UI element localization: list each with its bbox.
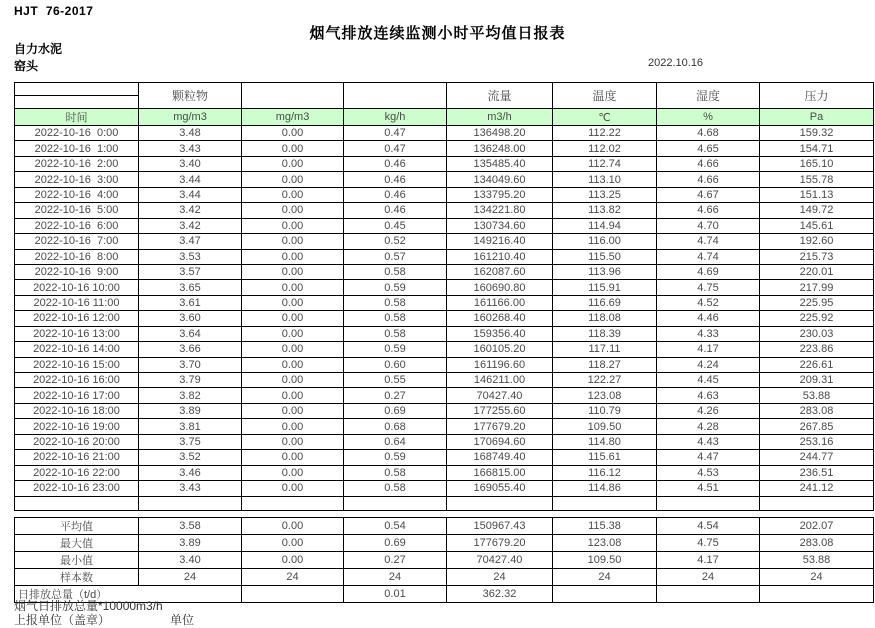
summary-cell: 109.50 bbox=[553, 552, 657, 569]
cell-mgm3-2: 0.00 bbox=[242, 450, 344, 465]
summary-cell: 0.01 bbox=[344, 586, 447, 603]
cell-time: 2022-10-16 22:00 bbox=[15, 465, 139, 480]
cell-temperature: 113.10 bbox=[553, 172, 657, 187]
cell-mgm3-2: 0.00 bbox=[242, 126, 344, 141]
summary-cell: 70427.40 bbox=[447, 552, 553, 569]
summary-cell: 24 bbox=[139, 569, 242, 586]
cell-flow: 168749.40 bbox=[447, 450, 553, 465]
cell-mgm3-2: 0.00 bbox=[242, 295, 344, 310]
cell-humidity: 4.53 bbox=[657, 465, 760, 480]
summary-cell: 0.00 bbox=[242, 518, 344, 535]
cell-pressure: 225.92 bbox=[760, 311, 874, 326]
cell-kgh: 0.58 bbox=[344, 264, 447, 279]
unit-pa: Pa bbox=[760, 109, 874, 126]
cell-time: 2022-10-16 21:00 bbox=[15, 450, 139, 465]
cell-flow: 134221.80 bbox=[447, 203, 553, 218]
cell-time: 2022-10-16 12:00 bbox=[15, 311, 139, 326]
cell-kgh: 0.57 bbox=[344, 249, 447, 264]
cell-flow: 161210.40 bbox=[447, 249, 553, 264]
cell-pressure: 154.71 bbox=[760, 141, 874, 156]
cell-kgh: 0.46 bbox=[344, 172, 447, 187]
table-row bbox=[15, 234, 874, 249]
cell-mgm3-2: 0.00 bbox=[242, 342, 344, 357]
header-particulate: 颗粒物 bbox=[139, 83, 242, 109]
cell-pm-mgm3: 3.65 bbox=[139, 280, 242, 295]
spacer-row bbox=[15, 496, 874, 510]
summary-cell: 202.07 bbox=[760, 518, 874, 535]
table-row bbox=[15, 342, 874, 357]
cell-mgm3-2: 0.00 bbox=[242, 326, 344, 341]
table-row bbox=[15, 156, 874, 171]
cell-kgh: 0.58 bbox=[344, 311, 447, 326]
unit-time: 时间 bbox=[15, 109, 139, 126]
cell-mgm3-2: 0.00 bbox=[242, 264, 344, 279]
cell-time: 2022-10-16 9:00 bbox=[15, 264, 139, 279]
report-date: 2022.10.16 bbox=[648, 57, 704, 69]
footer-note-unit: 单位 bbox=[170, 613, 195, 627]
unit-m3h: m3/h bbox=[447, 109, 553, 126]
table-row bbox=[15, 373, 874, 388]
table-row bbox=[15, 218, 874, 233]
cell-temperature: 110.79 bbox=[553, 403, 657, 418]
cell-pressure: 230.03 bbox=[760, 326, 874, 341]
cell-mgm3-2: 0.00 bbox=[242, 249, 344, 264]
unit-mgm3-2: mg/m3 bbox=[242, 109, 344, 126]
table-row bbox=[15, 141, 874, 156]
cell-pressure: 209.31 bbox=[760, 373, 874, 388]
cell-humidity: 4.17 bbox=[657, 342, 760, 357]
cell-time: 2022-10-16 10:00 bbox=[15, 280, 139, 295]
cell-pressure: 53.88 bbox=[760, 388, 874, 403]
summary-cell bbox=[657, 586, 760, 603]
cell-pm-mgm3: 3.53 bbox=[139, 249, 242, 264]
summary-cell: 24 bbox=[553, 569, 657, 586]
summary-cell: 0.69 bbox=[344, 535, 447, 552]
cell-temperature: 113.96 bbox=[553, 264, 657, 279]
cell-time: 2022-10-16 18:00 bbox=[15, 403, 139, 418]
cell-kgh: 0.58 bbox=[344, 326, 447, 341]
summary-cell: 4.75 bbox=[657, 535, 760, 552]
cell-kgh: 0.55 bbox=[344, 373, 447, 388]
summary-cell: 4.17 bbox=[657, 552, 760, 569]
summary-cell: 283.08 bbox=[760, 535, 874, 552]
cell-pm-mgm3: 3.79 bbox=[139, 373, 242, 388]
header-flow: 流量 bbox=[447, 83, 553, 109]
cell-pressure: 217.99 bbox=[760, 280, 874, 295]
cell-time: 2022-10-16 14:00 bbox=[15, 342, 139, 357]
summary-cell bbox=[242, 586, 344, 603]
cell-flow: 136248.00 bbox=[447, 141, 553, 156]
cell-pressure: 159.32 bbox=[760, 126, 874, 141]
cell-kgh: 0.59 bbox=[344, 280, 447, 295]
table-row bbox=[15, 419, 874, 434]
cell-humidity: 4.52 bbox=[657, 295, 760, 310]
header-temperature: 温度 bbox=[553, 83, 657, 109]
header-humidity: 湿度 bbox=[657, 83, 760, 109]
cell-pm-mgm3: 3.42 bbox=[139, 203, 242, 218]
cell-pm-mgm3: 3.48 bbox=[139, 126, 242, 141]
summary-cell: 24 bbox=[344, 569, 447, 586]
cell-kgh: 0.59 bbox=[344, 450, 447, 465]
cell-flow: 170694.60 bbox=[447, 434, 553, 449]
cell-humidity: 4.68 bbox=[657, 126, 760, 141]
cell-time: 2022-10-16 15:00 bbox=[15, 357, 139, 372]
cell-pm-mgm3: 3.43 bbox=[139, 481, 242, 496]
summary-cell: 0.00 bbox=[242, 535, 344, 552]
cell-mgm3-2: 0.00 bbox=[242, 156, 344, 171]
cell-temperature: 123.08 bbox=[553, 388, 657, 403]
header-blank-col4 bbox=[344, 83, 447, 109]
cell-mgm3-2: 0.00 bbox=[242, 419, 344, 434]
table-row bbox=[15, 280, 874, 295]
cell-flow: 146211.00 bbox=[447, 373, 553, 388]
summary-cell: 4.54 bbox=[657, 518, 760, 535]
cell-pressure: 145.61 bbox=[760, 218, 874, 233]
cell-temperature: 112.02 bbox=[553, 141, 657, 156]
footer-note-total-flow: 烟气日排放总量*10000m3/h bbox=[14, 599, 163, 613]
table-row bbox=[15, 388, 874, 403]
table-row bbox=[15, 172, 874, 187]
cell-pressure: 253.16 bbox=[760, 434, 874, 449]
cell-flow: 162087.60 bbox=[447, 264, 553, 279]
cell-pm-mgm3: 3.47 bbox=[139, 234, 242, 249]
cell-pm-mgm3: 3.44 bbox=[139, 172, 242, 187]
cell-temperature: 115.61 bbox=[553, 450, 657, 465]
group-header-row-top bbox=[15, 83, 874, 96]
table-row bbox=[15, 434, 874, 449]
table-row bbox=[15, 295, 874, 310]
cell-pm-mgm3: 3.82 bbox=[139, 388, 242, 403]
unit-mgm3-1: mg/m3 bbox=[139, 109, 242, 126]
cell-time: 2022-10-16 5:00 bbox=[15, 203, 139, 218]
summary-cell: 177679.20 bbox=[447, 535, 553, 552]
cell-flow: 70427.40 bbox=[447, 388, 553, 403]
cell-time: 2022-10-16 16:00 bbox=[15, 373, 139, 388]
cell-humidity: 4.66 bbox=[657, 156, 760, 171]
cell-pressure: 225.95 bbox=[760, 295, 874, 310]
cell-kgh: 0.47 bbox=[344, 141, 447, 156]
cell-pm-mgm3: 3.75 bbox=[139, 434, 242, 449]
cell-pressure: 155.78 bbox=[760, 172, 874, 187]
table-row bbox=[15, 357, 874, 372]
summary-cell: 115.38 bbox=[553, 518, 657, 535]
cell-mgm3-2: 0.00 bbox=[242, 203, 344, 218]
cell-mgm3-2: 0.00 bbox=[242, 172, 344, 187]
cell-pm-mgm3: 3.89 bbox=[139, 403, 242, 418]
cell-kgh: 0.27 bbox=[344, 388, 447, 403]
cell-humidity: 4.45 bbox=[657, 373, 760, 388]
summary-row bbox=[15, 569, 874, 586]
page-title: 烟气排放连续监测小时平均值日报表 bbox=[309, 25, 566, 42]
cell-kgh: 0.60 bbox=[344, 357, 447, 372]
cell-pm-mgm3: 3.70 bbox=[139, 357, 242, 372]
cell-flow: 160690.80 bbox=[447, 280, 553, 295]
cell-flow: 149216.40 bbox=[447, 234, 553, 249]
summary-cell: 0.27 bbox=[344, 552, 447, 569]
cell-mgm3-2: 0.00 bbox=[242, 311, 344, 326]
cell-mgm3-2: 0.00 bbox=[242, 280, 344, 295]
cell-temperature: 112.74 bbox=[553, 156, 657, 171]
cell-pm-mgm3: 3.81 bbox=[139, 419, 242, 434]
cell-humidity: 4.46 bbox=[657, 311, 760, 326]
cell-humidity: 4.70 bbox=[657, 218, 760, 233]
cell-humidity: 4.24 bbox=[657, 357, 760, 372]
cell-pressure: 151.13 bbox=[760, 187, 874, 202]
cell-time: 2022-10-16 8:00 bbox=[15, 249, 139, 264]
cell-humidity: 4.74 bbox=[657, 249, 760, 264]
summary-cell: 53.88 bbox=[760, 552, 874, 569]
cell-flow: 160105.20 bbox=[447, 342, 553, 357]
cell-flow: 136498.20 bbox=[447, 126, 553, 141]
summary-row bbox=[15, 535, 874, 552]
cell-time: 2022-10-16 17:00 bbox=[15, 388, 139, 403]
summary-cell: 3.58 bbox=[139, 518, 242, 535]
cell-time: 2022-10-16 11:00 bbox=[15, 295, 139, 310]
unit-row bbox=[15, 109, 874, 126]
cell-humidity: 4.26 bbox=[657, 403, 760, 418]
cell-mgm3-2: 0.00 bbox=[242, 434, 344, 449]
header-cell-blank-top bbox=[15, 83, 139, 96]
cell-kgh: 0.46 bbox=[344, 203, 447, 218]
cell-pm-mgm3: 3.64 bbox=[139, 326, 242, 341]
cell-pressure: 220.01 bbox=[760, 264, 874, 279]
cell-temperature: 113.82 bbox=[553, 203, 657, 218]
cell-humidity: 4.43 bbox=[657, 434, 760, 449]
cell-flow: 161166.00 bbox=[447, 295, 553, 310]
cell-humidity: 4.66 bbox=[657, 172, 760, 187]
cell-flow: 161196.60 bbox=[447, 357, 553, 372]
cell-pressure: 165.10 bbox=[760, 156, 874, 171]
cell-pm-mgm3: 3.61 bbox=[139, 295, 242, 310]
cell-pm-mgm3: 3.40 bbox=[139, 156, 242, 171]
cell-time: 2022-10-16 3:00 bbox=[15, 172, 139, 187]
cell-flow: 159356.40 bbox=[447, 326, 553, 341]
cell-mgm3-2: 0.00 bbox=[242, 373, 344, 388]
table-row bbox=[15, 126, 874, 141]
cell-pm-mgm3: 3.60 bbox=[139, 311, 242, 326]
cell-pressure: 283.08 bbox=[760, 403, 874, 418]
cell-time: 2022-10-16 4:00 bbox=[15, 187, 139, 202]
summary-cell: 0.00 bbox=[242, 552, 344, 569]
cell-humidity: 4.74 bbox=[657, 234, 760, 249]
cell-mgm3-2: 0.00 bbox=[242, 403, 344, 418]
summary-cell: 150967.43 bbox=[447, 518, 553, 535]
cell-flow: 166815.00 bbox=[447, 465, 553, 480]
cell-temperature: 117.11 bbox=[553, 342, 657, 357]
cell-time: 2022-10-16 20:00 bbox=[15, 434, 139, 449]
cell-mgm3-2: 0.00 bbox=[242, 187, 344, 202]
cell-temperature: 114.80 bbox=[553, 434, 657, 449]
unit-celsius: ℃ bbox=[553, 109, 657, 126]
table-row bbox=[15, 187, 874, 202]
cell-kgh: 0.52 bbox=[344, 234, 447, 249]
cell-pm-mgm3: 3.43 bbox=[139, 141, 242, 156]
cell-mgm3-2: 0.00 bbox=[242, 357, 344, 372]
cell-humidity: 4.65 bbox=[657, 141, 760, 156]
cell-humidity: 4.67 bbox=[657, 187, 760, 202]
table-row bbox=[15, 311, 874, 326]
summary-cell bbox=[760, 586, 874, 603]
cell-humidity: 4.33 bbox=[657, 326, 760, 341]
cell-kgh: 0.64 bbox=[344, 434, 447, 449]
cell-flow: 130734.60 bbox=[447, 218, 553, 233]
cell-pm-mgm3: 3.57 bbox=[139, 264, 242, 279]
summary-cell bbox=[553, 586, 657, 603]
summary-tbody bbox=[15, 518, 874, 603]
cell-kgh: 0.58 bbox=[344, 481, 447, 496]
cell-kgh: 0.59 bbox=[344, 342, 447, 357]
cell-pressure: 236.51 bbox=[760, 465, 874, 480]
cell-kgh: 0.68 bbox=[344, 419, 447, 434]
cell-time: 2022-10-16 0:00 bbox=[15, 126, 139, 141]
cell-humidity: 4.28 bbox=[657, 419, 760, 434]
cell-pressure: 192.60 bbox=[760, 234, 874, 249]
summary-label: 日排放总量（t/d） bbox=[15, 586, 242, 603]
cell-flow: 134049.60 bbox=[447, 172, 553, 187]
cell-flow: 135485.40 bbox=[447, 156, 553, 171]
cell-pressure: 267.85 bbox=[760, 419, 874, 434]
cell-humidity: 4.66 bbox=[657, 203, 760, 218]
cell-humidity: 4.69 bbox=[657, 264, 760, 279]
cell-pm-mgm3: 3.66 bbox=[139, 342, 242, 357]
unit-kgh: kg/h bbox=[344, 109, 447, 126]
cell-mgm3-2: 0.00 bbox=[242, 218, 344, 233]
summary-cell: 24 bbox=[447, 569, 553, 586]
cell-pressure: 223.86 bbox=[760, 342, 874, 357]
cell-humidity: 4.63 bbox=[657, 388, 760, 403]
cell-kgh: 0.46 bbox=[344, 187, 447, 202]
table-row bbox=[15, 403, 874, 418]
cell-temperature: 116.69 bbox=[553, 295, 657, 310]
summary-cell: 24 bbox=[760, 569, 874, 586]
cell-temperature: 122.27 bbox=[553, 373, 657, 388]
cell-flow: 177679.20 bbox=[447, 419, 553, 434]
table-row bbox=[15, 249, 874, 264]
cell-temperature: 109.50 bbox=[553, 419, 657, 434]
cell-pm-mgm3: 3.52 bbox=[139, 450, 242, 465]
cell-mgm3-2: 0.00 bbox=[242, 388, 344, 403]
summary-cell: 362.32 bbox=[447, 586, 553, 603]
table-row bbox=[15, 264, 874, 279]
cell-temperature: 118.27 bbox=[553, 357, 657, 372]
cell-kgh: 0.69 bbox=[344, 403, 447, 418]
cell-temperature: 118.08 bbox=[553, 311, 657, 326]
summary-label: 最小值 bbox=[15, 552, 139, 569]
cell-kgh: 0.47 bbox=[344, 126, 447, 141]
summary-label: 样本数 bbox=[15, 569, 139, 586]
summary-cell: 123.08 bbox=[553, 535, 657, 552]
cell-time: 2022-10-16 7:00 bbox=[15, 234, 139, 249]
cell-time: 2022-10-16 19:00 bbox=[15, 419, 139, 434]
cell-temperature: 113.25 bbox=[553, 187, 657, 202]
cell-temperature: 114.94 bbox=[553, 218, 657, 233]
cell-temperature: 115.50 bbox=[553, 249, 657, 264]
unit-percent: % bbox=[657, 109, 760, 126]
cell-humidity: 4.51 bbox=[657, 481, 760, 496]
cell-flow: 160268.40 bbox=[447, 311, 553, 326]
summary-table bbox=[14, 517, 874, 603]
summary-label: 平均值 bbox=[15, 518, 139, 535]
company-name: 自力水泥 bbox=[14, 42, 63, 56]
table-row bbox=[15, 450, 874, 465]
cell-flow: 177255.60 bbox=[447, 403, 553, 418]
table-row bbox=[15, 465, 874, 480]
table-row bbox=[15, 481, 874, 496]
cell-pm-mgm3: 3.44 bbox=[139, 187, 242, 202]
cell-temperature: 115.91 bbox=[553, 280, 657, 295]
summary-row bbox=[15, 518, 874, 535]
cell-pm-mgm3: 3.42 bbox=[139, 218, 242, 233]
station-name: 窑头 bbox=[14, 59, 39, 73]
cell-mgm3-2: 0.00 bbox=[242, 234, 344, 249]
cell-time: 2022-10-16 6:00 bbox=[15, 218, 139, 233]
summary-cell: 3.40 bbox=[139, 552, 242, 569]
cell-temperature: 118.39 bbox=[553, 326, 657, 341]
cell-time: 2022-10-16 1:00 bbox=[15, 141, 139, 156]
cell-mgm3-2: 0.00 bbox=[242, 465, 344, 480]
cell-humidity: 4.75 bbox=[657, 280, 760, 295]
standard-number: HJT 76-2017 bbox=[14, 4, 94, 18]
cell-kgh: 0.46 bbox=[344, 156, 447, 171]
summary-cell: 24 bbox=[242, 569, 344, 586]
cell-kgh: 0.58 bbox=[344, 295, 447, 310]
header-cell-blank-bottom bbox=[15, 96, 139, 109]
cell-pressure: 149.72 bbox=[760, 203, 874, 218]
cell-time: 2022-10-16 2:00 bbox=[15, 156, 139, 171]
cell-temperature: 114.86 bbox=[553, 481, 657, 496]
cell-temperature: 116.00 bbox=[553, 234, 657, 249]
cell-mgm3-2: 0.00 bbox=[242, 481, 344, 496]
cell-pm-mgm3: 3.46 bbox=[139, 465, 242, 480]
footer-note-reporting-unit: 上报单位（盖章） bbox=[14, 613, 111, 627]
cell-temperature: 112.22 bbox=[553, 126, 657, 141]
summary-cell: 0.54 bbox=[344, 518, 447, 535]
cell-pressure: 241.12 bbox=[760, 481, 874, 496]
cell-time: 2022-10-16 23:00 bbox=[15, 481, 139, 496]
cell-mgm3-2: 0.00 bbox=[242, 141, 344, 156]
cell-humidity: 4.47 bbox=[657, 450, 760, 465]
hourly-table bbox=[14, 82, 874, 511]
table-row bbox=[15, 326, 874, 341]
cell-kgh: 0.45 bbox=[344, 218, 447, 233]
header-pressure: 压力 bbox=[760, 83, 874, 109]
cell-flow: 133795.20 bbox=[447, 187, 553, 202]
cell-pressure: 244.77 bbox=[760, 450, 874, 465]
cell-time: 2022-10-16 13:00 bbox=[15, 326, 139, 341]
cell-kgh: 0.58 bbox=[344, 465, 447, 480]
header-blank-col3 bbox=[242, 83, 344, 109]
cell-flow: 169055.40 bbox=[447, 481, 553, 496]
cell-pressure: 215.73 bbox=[760, 249, 874, 264]
summary-row bbox=[15, 552, 874, 569]
cell-temperature: 116.12 bbox=[553, 465, 657, 480]
summary-cell: 24 bbox=[657, 569, 760, 586]
summary-label: 最大值 bbox=[15, 535, 139, 552]
summary-cell: 3.89 bbox=[139, 535, 242, 552]
cell-pressure: 226.61 bbox=[760, 357, 874, 372]
table-row bbox=[15, 203, 874, 218]
